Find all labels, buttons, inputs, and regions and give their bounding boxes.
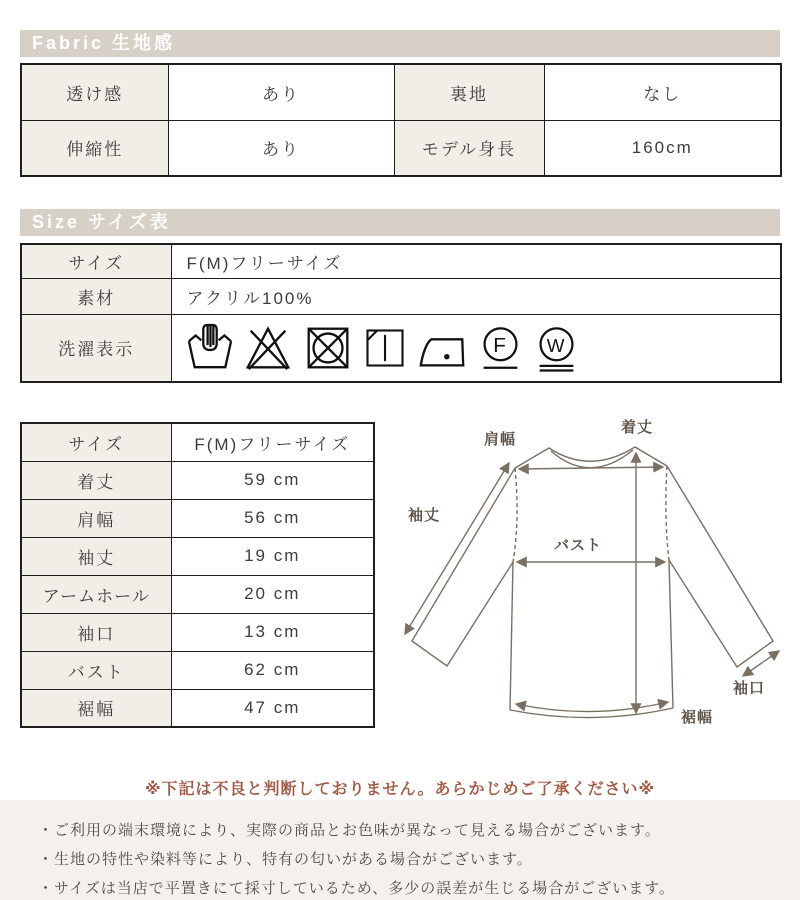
table-row [21, 689, 374, 727]
hem-width-arrow [516, 702, 668, 712]
size-section-header: Size サイズ表 [20, 209, 780, 236]
meas-value-sleeve: 19 cm [171, 537, 374, 575]
table-row [21, 278, 781, 314]
diagram-label-length: 着丈 [620, 419, 654, 436]
table-row [21, 651, 374, 689]
table-row [21, 613, 374, 651]
fabric-label-model-height: モデル身長 [394, 120, 544, 176]
sleeve-length-arrow [405, 463, 509, 634]
table-row [21, 575, 374, 613]
diagram-label-bust: バスト [553, 537, 603, 554]
shade-hang-dry-icon [364, 321, 406, 375]
fabric-value-model-height: 160cm [544, 120, 781, 176]
meas-value-bust: 62 cm [171, 651, 374, 689]
table-row [21, 537, 374, 575]
cuff-arrow [743, 651, 779, 676]
meas-label-length: 着丈 [21, 461, 171, 499]
meas-value-length: 59 cm [171, 461, 374, 499]
meas-value-shoulder: 56 cm [171, 499, 374, 537]
warning-note: ※下記は不良と判断しておりません。あらかじめご了承ください※ [144, 781, 656, 798]
diagram-label-cuff: 袖口 [732, 680, 766, 697]
meas-value-hem: 47 cm [171, 689, 374, 727]
usage-notes [0, 800, 800, 900]
meas-label-hem: 裾幅 [21, 689, 171, 727]
diagram-label-hem: 裾幅 [680, 709, 714, 726]
measurement-table [20, 422, 375, 728]
svg-text:F: F [492, 333, 508, 357]
meas-label-armhole: アームホール [21, 575, 171, 613]
fabric-value-sheerness: あり [168, 64, 394, 120]
size-spec-table [20, 243, 782, 383]
table-row [21, 64, 781, 120]
shoulder-width-arrow [519, 467, 663, 469]
size-value: F(M)フリーサイズ [171, 244, 781, 278]
material-value: アクリル100% [171, 278, 781, 314]
fabric-label-stretch: 伸縮性 [21, 120, 168, 176]
meas-value-armhole: 20 cm [171, 575, 374, 613]
hand-wash-icon [187, 321, 233, 375]
meas-label-bust: バスト [21, 651, 171, 689]
fabric-label-lining: 裏地 [394, 64, 544, 120]
meas-label-sleeve: 袖丈 [21, 537, 171, 575]
meas-label-cuff: 袖口 [21, 613, 171, 651]
svg-text:W: W [546, 334, 566, 356]
iron-low-one-dot-icon [417, 321, 467, 375]
table-row [21, 461, 374, 499]
garment-diagram [392, 410, 792, 745]
do-not-tumble-dry-icon [303, 321, 353, 375]
fabric-value-stretch: あり [168, 120, 394, 176]
meas-header-value: F(M)フリーサイズ [171, 423, 374, 461]
table-row [21, 244, 781, 278]
meas-header-label: サイズ [21, 423, 171, 461]
wet-clean-W-very-gentle-icon [534, 321, 579, 375]
table-row [21, 120, 781, 176]
diagram-label-shoulder: 肩幅 [483, 431, 517, 448]
size-label: サイズ [21, 244, 171, 278]
table-row [21, 314, 781, 382]
care-symbols-label: 洗濯表示 [21, 314, 171, 382]
note-item: ・生地の特性や染料等により、特有の匂いがある場合がございます。 [38, 851, 533, 868]
fabric-table [20, 63, 782, 177]
meas-label-shoulder: 肩幅 [21, 499, 171, 537]
fabric-label-sheerness: 透け感 [21, 64, 168, 120]
fabric-section-header: Fabric 生地感 [20, 30, 780, 57]
table-row [21, 423, 374, 461]
note-item: ・ご利用の端末環境により、実際の商品とお色味が異なって見える場合がございます。 [38, 822, 661, 839]
table-row [21, 499, 374, 537]
note-item: ・サイズは当店で平置きにて採寸しているため、多少の誤差が生じる場合がございます。 [38, 880, 676, 897]
material-label: 素材 [21, 278, 171, 314]
fabric-value-lining: なし [544, 64, 781, 120]
meas-value-cuff: 13 cm [171, 613, 374, 651]
do-not-bleach-icon [244, 321, 292, 375]
dry-clean-F-gentle-icon [478, 321, 523, 375]
diagram-label-sleeve: 袖丈 [407, 507, 441, 524]
care-symbols-row [187, 319, 781, 377]
